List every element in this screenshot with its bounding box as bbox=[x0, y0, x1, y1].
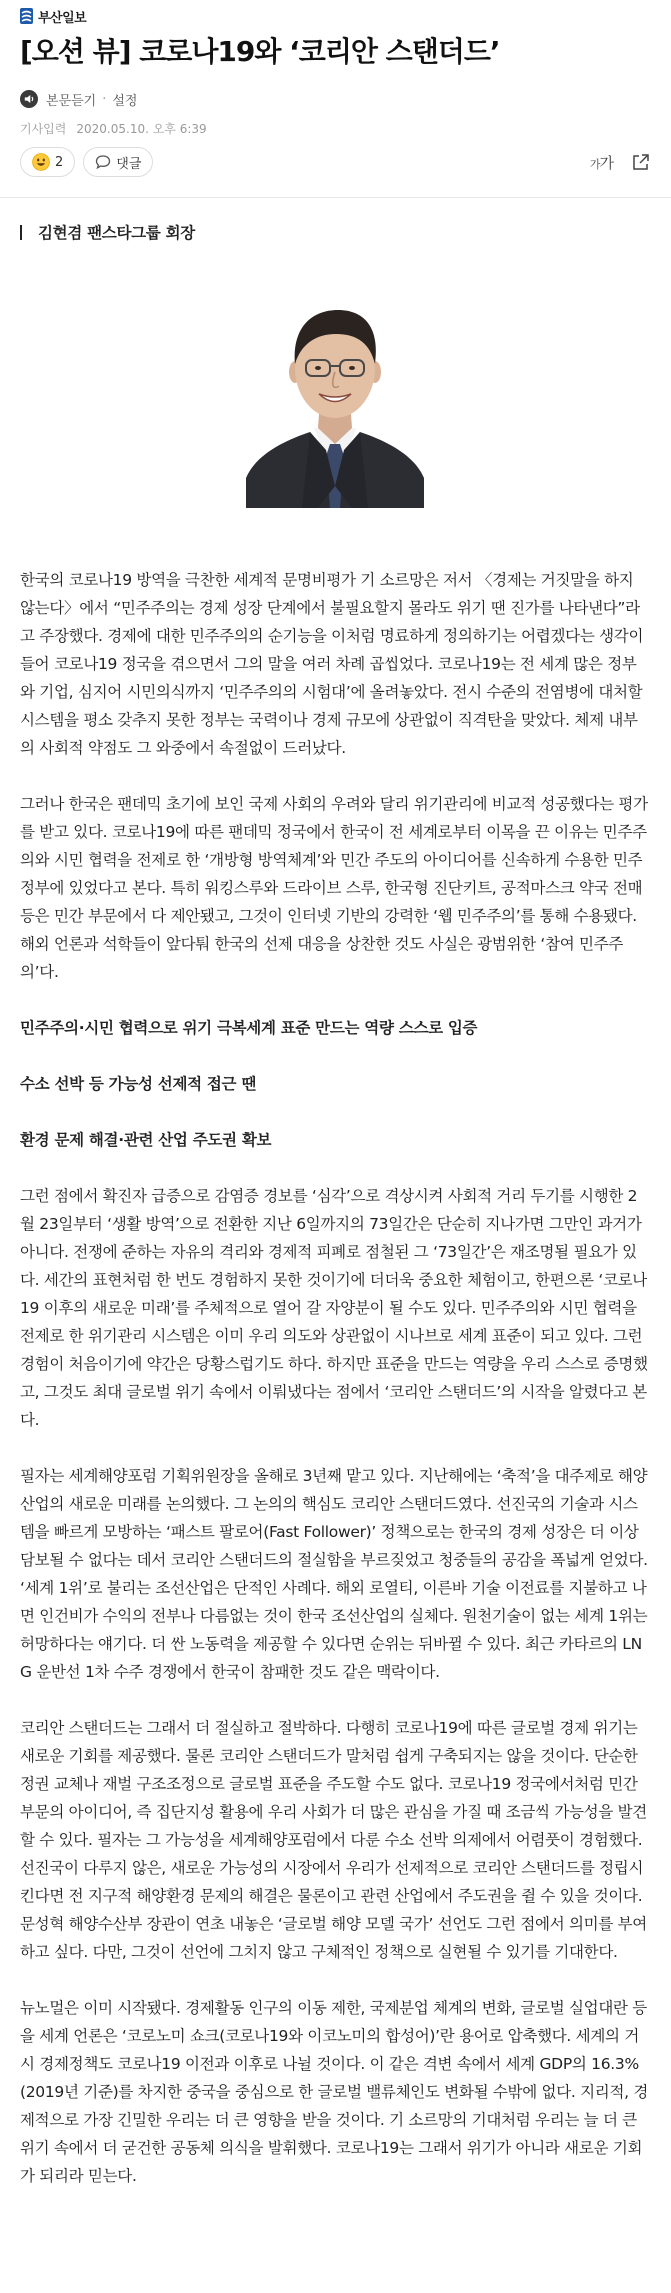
article-subheading: 민주주의·시민 협력으로 위기 극복세계 표준 만드는 역량 스스로 입증 bbox=[20, 1019, 478, 1037]
article-date bbox=[20, 119, 207, 137]
listen-controls bbox=[20, 88, 138, 110]
share-icon[interactable] bbox=[631, 152, 651, 172]
font-size-button[interactable]: 가가 bbox=[589, 153, 613, 172]
header-divider bbox=[0, 197, 671, 198]
article-subheading: 환경 문제 해결·관련 산업 주도권 확보 bbox=[20, 1131, 272, 1149]
author-name: 김현겸 팬스타그룹 회장 bbox=[38, 224, 195, 242]
speaker-icon[interactable] bbox=[20, 90, 38, 108]
comment-label: 댓글 bbox=[116, 156, 142, 172]
article-actions bbox=[20, 146, 651, 178]
byline-bar bbox=[20, 225, 22, 240]
separator-dot: · bbox=[102, 91, 107, 107]
article-paragraph: 필자는 세계해양포럼 기획위원장을 올해로 3년째 맡고 있다. 지난해에는 ‘축적’을 대주제로 해양산업의 새로운 미래를 논의했다. 그 논의의 핵심도 코리안 스탠더드였다. 선진국의 기술과 시스템을 빠르게 모방하는 ‘패스트 팔로어(Fast Follower)’ 정책으로는 한국의 경제 성장은 더 이상 담보될 수 없다는 데서 코리안 스탠더드의 절실함을 부르짖었고 청중들의 공감을 폭넓게 얻었다. ‘세계 1위’로 불리는 조선산업은 단적인 사례다. 해외 로열티, 이른바 기술 이전료를 지불하고 나면 인건비가 수익의 전부나 다름없는 것이 한국 조선산업의 실체다. 원천기술이 없는 세계 1위는 허망하다는 얘기다. 더 싼 노동력을 제공할 수 있다면 순위는 뒤바뀔 수 있다. 최근 카타르의 LNG 운반선 1차 수주 경쟁에서 한국이 참패한 것도 같은 맥락이다. bbox=[20, 1467, 648, 1681]
comment-bubble-icon bbox=[95, 154, 111, 170]
author-byline bbox=[20, 222, 195, 242]
article-paragraph: 한국의 코로나19 방역을 극찬한 세계적 문명비평가 기 소르망은 저서 〈경제는 거짓말을 하지 않는다〉에서 “민주주의는 경제 성장 단계에서 불필요할지 몰라도 위기 땐 진가를 나타낸다”라고 주장했다. 경제에 대한 민주주의의 순기능을 이처럼 명료하게 정의하기는 어렵겠다는 생각이 들어 코로나19 정국을 겪으면서 그의 말을 여러 차례 곱씹었다. 코로나19는 전 세계 많은 정부와 기업, 심지어 시민의식까지 ‘민주주의의 시험대’에 올려놓았다. 전시 수준의 전염병에 대처할 시스템을 평소 갖추지 못한 정부는 국력이나 경제 규모에 상관없이 직격탄을 맞았다. 체제 내부의 사회적 약점도 그 와중에서 속절없이 드러났다. bbox=[20, 571, 644, 757]
article-title: [오션 뷰] 코로나19와 ‘코리안 스탠더드’ bbox=[20, 35, 500, 68]
press-logo[interactable] bbox=[20, 5, 86, 27]
article-subheading: 수소 선박 등 가능성 선제적 접근 땐 bbox=[20, 1075, 257, 1093]
article-tools bbox=[590, 152, 651, 173]
comment-button[interactable] bbox=[83, 147, 153, 177]
smile-emoji-icon bbox=[32, 153, 50, 171]
article-body bbox=[20, 566, 651, 2190]
reaction-count: 2 bbox=[55, 154, 64, 170]
date-value: 2020.05.10. 오후 6:39 bbox=[76, 121, 207, 136]
author-photo bbox=[246, 272, 424, 508]
press-name: 부산일보 bbox=[38, 10, 87, 26]
listen-button[interactable]: 본문듣기 bbox=[46, 93, 97, 109]
listen-settings-button[interactable]: 설정 bbox=[112, 93, 138, 109]
date-label: 기사입력 bbox=[20, 121, 67, 136]
reaction-button[interactable] bbox=[20, 147, 75, 177]
article-paragraph: 그런 점에서 확진자 급증으로 감염증 경보를 ‘심각’으로 격상시켜 사회적 거리 두기를 시행한 2월 23일부터 ‘생활 방역’으로 전환한 지난 6일까지의 73일간은 단순히 지나가면 그만인 과거가 아니다. 전쟁에 준하는 자유의 격리와 경제적 피폐로 점철된 그 ‘73일간’은 재조명될 필요가 있다. 세간의 표현처럼 한 번도 경험하지 못한 것이기에 더더욱 중요한 체험이고, 한편으론 ‘코로나19 이후의 새로운 미래’를 주체적으로 열어 갈 자양분이 될 수도 있다. 민주주의와 시민 협력을 전제로 한 위기관리 시스템은 이미 우리 의도와 상관없이 시나브로 세계 표준이 되고 있다. 그런 경험이 처음이기에 약간은 당황스럽기도 하다. 하지만 표준을 만드는 역량을 우리 스스로 증명했고, 그것도 최대 글로벌 위기 속에서 이뤄냈다는 점에서 ‘코리안 스탠더드’의 시작을 알렸다고 본다. bbox=[20, 1187, 648, 1429]
article-paragraph: 코리안 스탠더드는 그래서 더 절실하고 절박하다. 다행히 코로나19에 따른 글로벌 경제 위기는 새로운 기회를 제공했다. 물론 코리안 스탠더드가 말처럼 쉽게 구축되지는 않을 것이다. 단순한 정권 교체나 재벌 구조조정으로 글로벌 표준을 주도할 수도 없다. 코로나19 정국에서처럼 민간 부문의 아이디어, 즉 집단지성 활용에 우리 사회가 더 많은 관심을 가질 때 조금씩 가능성을 발견할 수 있다. 필자는 그 가능성을 세계해양포럼에서 다룬 수소 선박 의제에서 어렴풋이 경험했다. 선진국이 다루지 않은, 새로운 가능성의 시장에서 우리가 선제적으로 코리안 스탠더드를 정립시킨다면 전 지구적 해양환경 문제의 해결은 물론이고 관련 산업에서 주도권을 쥘 수 있을 것이다. 문성혁 해양수산부 장관이 연초 내놓은 ‘글로벌 해양 모델 국가’ 선언도 그런 점에서 의미를 부여하고 싶다. 다만, 그것이 선언에 그치지 않고 구체적인 정책으로 실현될 수 있기를 기대한다. bbox=[20, 1719, 647, 1961]
busan-ilbo-logo-icon bbox=[20, 8, 33, 24]
article-paragraph: 뉴노멀은 이미 시작됐다. 경제활동 인구의 이동 제한, 국제분업 체계의 변화, 글로벌 실업대란 등을 세계 언론은 ‘코로노미 쇼크(코로나19와 이코노미의 합성어)’란 용어로 압축했다. 세계의 거시 경제정책도 코로나19 이전과 이후로 나뉠 것이다. 이 같은 격변 속에서 세계 GDP의 16.3%(2019년 기준)를 차지한 중국을 중심으로 한 글로벌 밸류체인도 변화될 수밖에 없다. 지리적, 경제적으로 가장 긴밀한 우리는 더 큰 영향을 받을 것이다. 기 소르망의 기대처럼 우리는 늘 더 큰 위기 속에서 더 굳건한 공동체 의식을 발휘했다. 코로나19는 그래서 위기가 아니라 새로운 기회가 되리라 믿는다. bbox=[20, 1999, 649, 2185]
article-paragraph: 그러나 한국은 팬데믹 초기에 보인 국제 사회의 우려와 달리 위기관리에 비교적 성공했다는 평가를 받고 있다. 코로나19에 따른 팬데믹 정국에서 한국이 전 세계로부터 이목을 끈 이유는 민주주의와 시민 협력을 전제로 한 ‘개방형 방역체계’와 민간 주도의 아이디어를 신속하게 수용한 민주 정부에 있었다고 본다. 특히 워킹스루와 드라이브 스루, 한국형 진단키트, 공적마스크 약국 전매 등은 민간 부문에서 다 제안됐고, 그것이 인터넷 기반의 강력한 ‘웹 민주주의’를 통해 수용됐다. 해외 언론과 석학들이 앞다퉈 한국의 선제 대응을 상찬한 것도 사실은 광범위한 ‘참여 민주주의’다. bbox=[20, 795, 648, 981]
